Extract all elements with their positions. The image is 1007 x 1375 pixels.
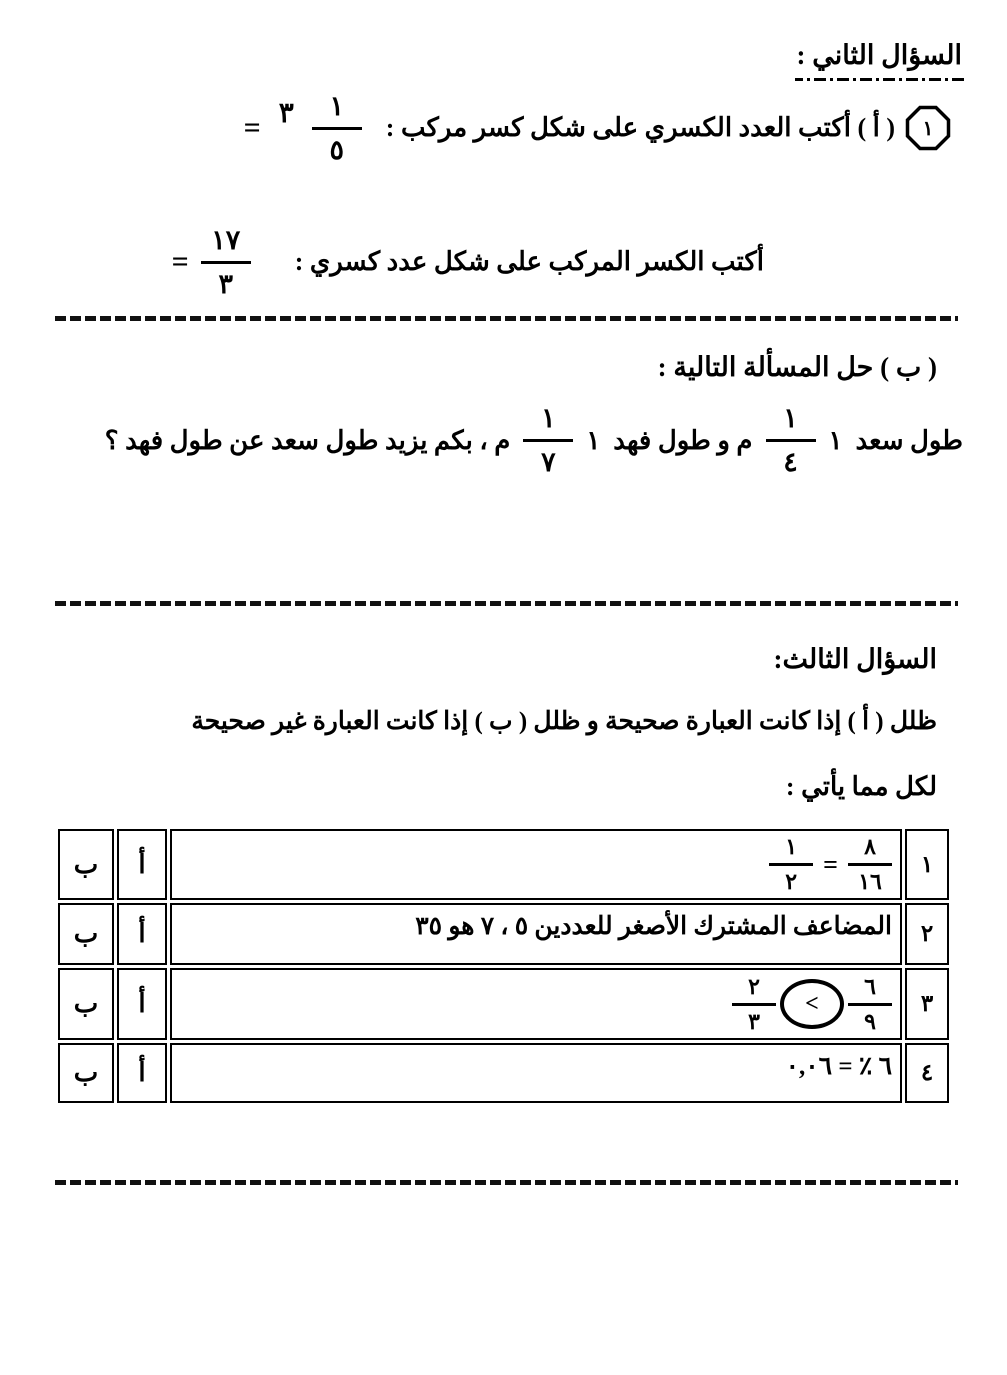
fraction-denominator: ٣ <box>748 1008 760 1034</box>
choice-a-cell[interactable]: أ <box>117 1043 167 1103</box>
row-number: ٤ <box>905 1043 949 1103</box>
statement-cell <box>170 968 902 1040</box>
fraction-denominator: ٢ <box>785 869 798 894</box>
mixed-number-whole: ٣ <box>278 98 294 129</box>
statement-cell: ٦ ٪ = ٠,٠٦ <box>170 1043 902 1103</box>
fraction-denominator: ٧ <box>541 447 556 477</box>
fraction-numerator: ١ <box>783 403 798 433</box>
fraction-numerator: ١ <box>329 90 345 121</box>
row-number: ١ <box>905 829 949 900</box>
equals-sign: = <box>243 111 261 144</box>
fraction-numerator: ١٧ <box>211 224 241 255</box>
comparison-circle-icon: < <box>780 979 844 1029</box>
fraction <box>769 835 813 894</box>
choice-a-cell[interactable]: أ <box>117 903 167 965</box>
fraction-numerator: ٨ <box>864 834 876 859</box>
choice-b-cell[interactable]: ب <box>58 903 114 965</box>
choice-b-cell[interactable]: ب <box>58 829 114 900</box>
mixed-number-whole: ١ <box>586 425 601 455</box>
statement-cell: المضاعف المشترك الأصغر للعددين ٥ ، ٧ هو ٣٥ <box>170 903 902 965</box>
equals-sign: = <box>171 245 189 278</box>
instructions-line-1: ظلل ( أ ) إذا كانت العبارة صحيحة و ظلل ( ب ) إذا كانت العبارة غير صحيحة <box>191 708 937 735</box>
table-row <box>58 1043 949 1103</box>
choice-b-cell[interactable]: ب <box>58 1043 114 1103</box>
fraction <box>848 975 892 1034</box>
table-row <box>58 829 949 900</box>
dashed-separator <box>55 1180 958 1185</box>
true-false-table <box>55 826 952 1106</box>
operator: = <box>823 849 838 879</box>
dashed-separator <box>55 316 958 321</box>
fraction-denominator: ١٦ <box>858 869 882 894</box>
mixed-number-whole: ١ <box>828 425 843 455</box>
choice-a-cell[interactable]: أ <box>117 968 167 1040</box>
fraction <box>312 91 362 166</box>
fraction-numerator: ١ <box>785 834 798 859</box>
row-number: ٣ <box>905 968 949 1040</box>
statement-cell <box>170 829 902 900</box>
fraction <box>848 835 892 894</box>
question-number-octagon-icon <box>905 105 951 151</box>
word-problem <box>105 398 963 483</box>
fraction-numerator: ٢ <box>748 973 760 999</box>
row-number: ٢ <box>905 903 949 965</box>
fraction-denominator: ٥ <box>329 134 345 165</box>
choice-b-cell[interactable]: ب <box>58 968 114 1040</box>
part-b-prompt: ( ب ) حل المسألة التالية : <box>657 352 937 382</box>
fraction-denominator: ٣ <box>218 268 234 299</box>
part-a-second-prompt: أكتب الكسر المركب على شكل عدد كسري : <box>294 247 764 276</box>
dashed-separator <box>55 601 958 606</box>
choice-a-cell[interactable]: أ <box>117 829 167 900</box>
problem-text-start: طول سعد <box>855 425 963 455</box>
fraction-denominator: ٤ <box>783 447 798 477</box>
part-a-second-line <box>172 222 764 302</box>
instructions-line-2: لكل مما يأتي : <box>785 772 937 801</box>
table-row <box>58 903 949 965</box>
fraction <box>732 975 776 1034</box>
fraction <box>766 403 816 478</box>
table-row <box>58 968 949 1040</box>
section-two-title: السؤال الثاني : <box>797 40 963 81</box>
problem-text-end: م ، بكم يزيد طول سعد عن طول فهد ؟ <box>104 425 511 455</box>
fraction <box>201 225 251 300</box>
fraction <box>523 403 573 478</box>
fraction-numerator: ٦ <box>864 973 876 999</box>
part-a-prompt: ( أ ) أكتب العدد الكسري على شكل كسر مركب : <box>385 113 895 142</box>
question-number: ١ <box>922 117 934 140</box>
part-a-line <box>244 88 951 168</box>
fraction-numerator: ١ <box>541 403 556 433</box>
section-three-title: السؤال الثالث: <box>773 644 937 674</box>
problem-text-middle: م و طول فهد <box>613 425 753 455</box>
fraction-denominator: ٩ <box>864 1008 876 1034</box>
